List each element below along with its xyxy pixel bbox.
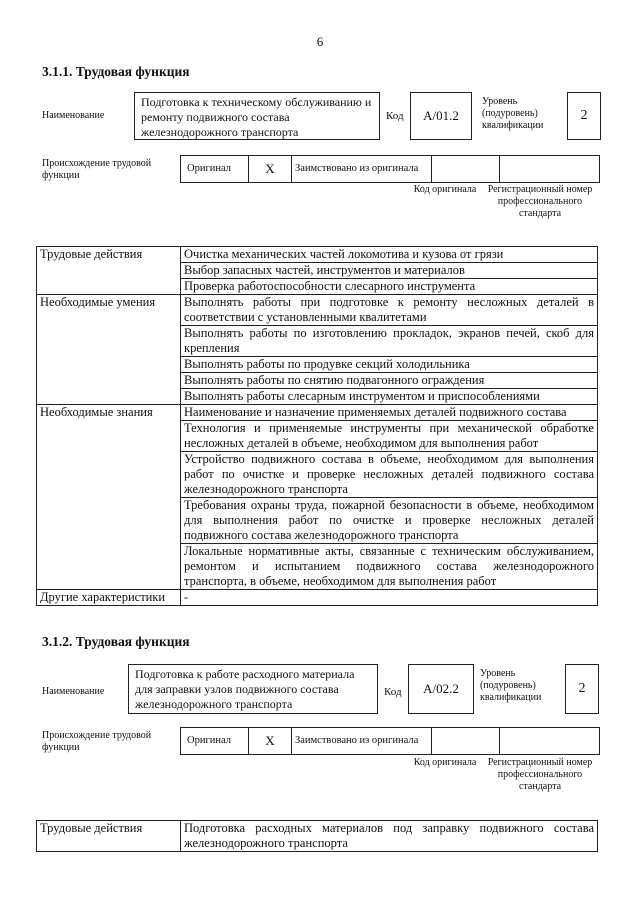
table-cell: Очистка механических частей локомотива и кузова от грязи: [181, 247, 598, 263]
borrowed-label: Заимствовано из оригинала: [292, 728, 432, 755]
row-label-labor-actions: Трудовые действия: [37, 247, 181, 295]
row-label-labor-actions: Трудовые действия: [37, 821, 181, 852]
level-label: Уровень (подуровень) квалификации: [482, 96, 544, 131]
level-value-box: 2: [565, 664, 599, 714]
code-original-cell: [432, 156, 500, 183]
table-cell: Требования охраны труда, пожарной безопасности в объеме, необходимом для выполнения работ по очистке и проверке несложных деталей подвижного состава железнодорожного транспорта: [181, 498, 598, 544]
origin-label: Происхождение трудовой функции: [42, 730, 152, 753]
section-title: 3.1.2. Трудовая функция: [42, 634, 190, 649]
code-original-cell: [432, 728, 500, 755]
row-label-other-characteristics: Другие характеристики: [37, 590, 181, 606]
reg-number-caption: Регистрационный номер профессионального стандарта: [487, 757, 593, 792]
reg-number-cell: [500, 728, 600, 755]
section-title: 3.1.1. Трудовая функция: [42, 64, 190, 79]
code-original-caption: Код оригинала: [413, 757, 477, 768]
functions-table-2: [36, 820, 598, 852]
functions-table-1: [36, 246, 598, 606]
name-label: Наименование: [42, 110, 105, 121]
code-label: Код: [386, 110, 404, 122]
name-label: Наименование: [42, 686, 105, 697]
table-cell: Выполнять работы по снятию подвагонного ограждения: [181, 373, 598, 389]
table-cell: Выполнять работы по продувке секций холодильника: [181, 357, 598, 373]
page-number: 6: [316, 34, 324, 49]
function-name-box: Подготовка к техническому обслуживанию и ремонту подвижного состава железнодорожного транспорта: [134, 92, 380, 140]
code-label: Код: [384, 686, 402, 698]
table-cell: Выбор запасных частей, инструментов и материалов: [181, 263, 598, 279]
origin-label: Происхождение трудовой функции: [42, 158, 152, 181]
table-cell: Локальные нормативные акты, связанные с техническим обслуживанием, ремонтом и испытанием подвижного состава железнодорожного транспорта, в объеме, необходимом для выполнения работ: [181, 544, 598, 590]
original-label: Оригинал: [181, 156, 249, 183]
table-cell: Технология и применяемые инструменты при механической обработке несложных деталей в объеме, необходимом для выполнения работ: [181, 421, 598, 452]
table-cell: Выполнять работы по изготовлению прокладок, экранов печей, скоб для крепления: [181, 326, 598, 357]
table-cell: Наименование и назначение применяемых деталей подвижного состава: [181, 405, 598, 421]
row-label-required-skills: Необходимые умения: [37, 295, 181, 405]
code-original-caption: Код оригинала: [413, 184, 477, 195]
table-cell: Выполнять работы слесарным инструментом и приспособлениями: [181, 389, 598, 405]
reg-number-caption: Регистрационный номер профессионального стандарта: [487, 184, 593, 219]
table-cell: Выполнять работы при подготовке к ремонту несложных деталей в соответствии с установленными квалитетами: [181, 295, 598, 326]
function-name-box: Подготовка к работе расходного материала для заправки узлов подвижного состава железнодорожного транспорта: [128, 664, 378, 714]
code-value-box: A/02.2: [408, 664, 474, 714]
original-label: Оригинал: [181, 728, 249, 755]
borrowed-label: Заимствовано из оригинала: [292, 156, 432, 183]
level-value-box: 2: [567, 92, 601, 140]
row-label-required-knowledge: Необходимые знания: [37, 405, 181, 590]
origin-table: [180, 155, 600, 183]
code-value-box: A/01.2: [410, 92, 472, 140]
level-label: Уровень (подуровень) квалификации: [480, 668, 542, 703]
origin-table: [180, 727, 600, 755]
original-mark: X: [249, 156, 292, 183]
table-cell: Проверка работоспособности слесарного инструмента: [181, 279, 598, 295]
table-cell: -: [181, 590, 598, 606]
table-cell: Устройство подвижного состава в объеме, необходимом для выполнения работ по очистке и проверке несложных деталей подвижного состава железнодорожного транспорта: [181, 452, 598, 498]
table-cell: Подготовка расходных материалов под заправку подвижного состава железнодорожного транспорта: [181, 821, 598, 852]
reg-number-cell: [500, 156, 600, 183]
original-mark: X: [249, 728, 292, 755]
